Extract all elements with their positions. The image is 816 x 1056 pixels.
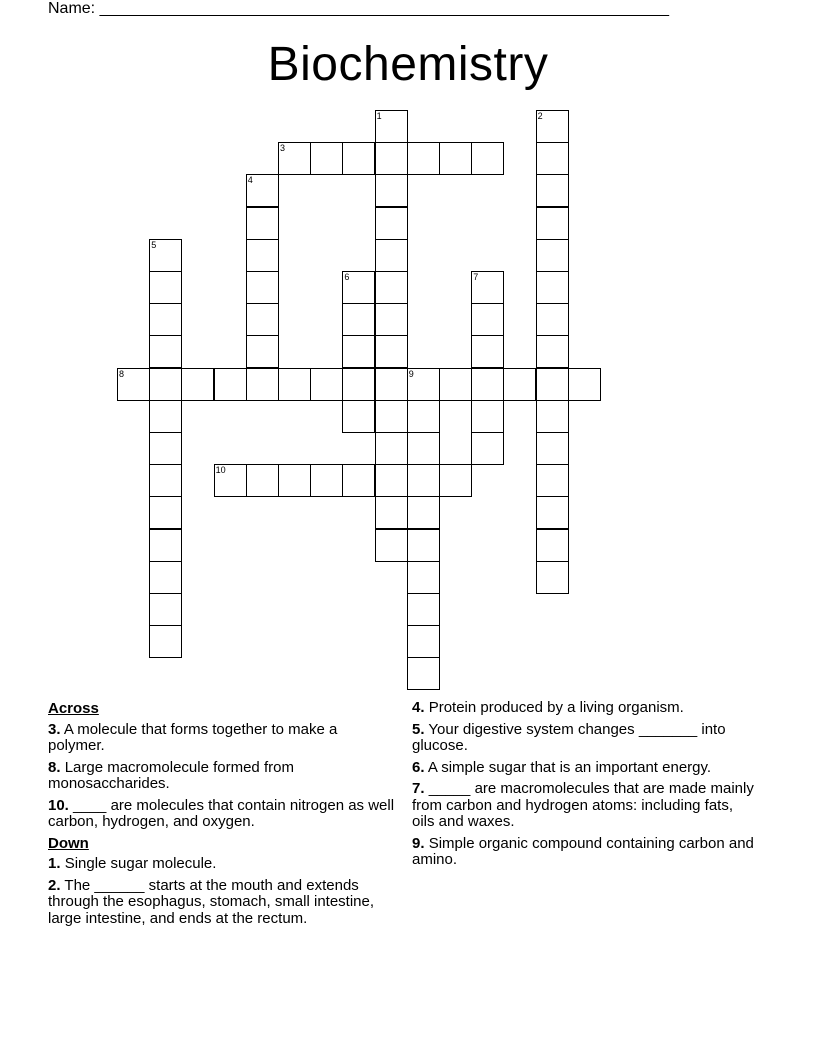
crossword-cell[interactable]: [471, 432, 504, 465]
crossword-cell[interactable]: [246, 207, 279, 240]
crossword-cell[interactable]: [471, 142, 504, 175]
crossword-cell[interactable]: [214, 368, 247, 401]
crossword-cell[interactable]: [246, 303, 279, 336]
clue-text: A molecule that forms together to make a polymer.: [48, 720, 338, 754]
crossword-cell[interactable]: [407, 432, 440, 465]
crossword-cell[interactable]: [246, 464, 279, 497]
crossword-cell[interactable]: [375, 529, 408, 562]
crossword-cell[interactable]: [536, 464, 569, 497]
crossword-cell[interactable]: [149, 303, 182, 336]
crossword-cell[interactable]: [310, 142, 343, 175]
crossword-cell[interactable]: [214, 464, 247, 497]
cell-number: 6: [344, 272, 350, 282]
crossword-cell[interactable]: [375, 496, 408, 529]
crossword-cell[interactable]: [503, 368, 536, 401]
crossword-cell[interactable]: [439, 142, 472, 175]
crossword-cell[interactable]: [310, 368, 343, 401]
cell-number: 7: [473, 272, 479, 282]
cell-number: 3: [280, 143, 286, 154]
down-heading: Down: [48, 834, 89, 852]
crossword-cell[interactable]: [375, 110, 408, 143]
cell-number: 4: [247, 175, 253, 186]
clue-text: Simple organic compound containing carbon and amino.: [412, 834, 754, 868]
crossword-cell[interactable]: [278, 464, 311, 497]
crossword-cell[interactable]: [471, 400, 504, 433]
clue-across-10: [48, 798, 398, 831]
crossword-cell[interactable]: [149, 464, 182, 497]
crossword-cell[interactable]: [407, 529, 440, 562]
crossword-cell[interactable]: [246, 271, 279, 304]
clue-text: Protein produced by a living organism.: [428, 699, 684, 716]
crossword-cell[interactable]: [342, 142, 375, 175]
cell-number: 10: [215, 465, 226, 476]
crossword-cell[interactable]: [536, 207, 569, 240]
crossword-cell[interactable]: [342, 335, 375, 368]
crossword-cell[interactable]: [149, 432, 182, 465]
clue-text: Your digestive system changes _______ into glucose.: [412, 720, 726, 754]
crossword-cell[interactable]: [536, 142, 569, 175]
crossword-cell[interactable]: [246, 368, 279, 401]
crossword-cell[interactable]: [471, 303, 504, 336]
crossword-cell[interactable]: [375, 239, 408, 272]
clue-down-6: [412, 760, 757, 777]
crossword-cell[interactable]: [407, 561, 440, 594]
crossword-cell[interactable]: [149, 335, 182, 368]
crossword-cell[interactable]: [149, 271, 182, 304]
crossword-cell[interactable]: [375, 400, 408, 433]
crossword-cell[interactable]: [375, 174, 408, 207]
crossword-cell[interactable]: [278, 368, 311, 401]
crossword-cell[interactable]: [407, 142, 440, 175]
clue-down-2: [48, 878, 398, 928]
crossword-cell[interactable]: [342, 368, 375, 401]
clue-down-1: [48, 856, 398, 873]
crossword-cell[interactable]: [536, 303, 569, 336]
crossword-cell[interactable]: [407, 657, 440, 690]
crossword-cell[interactable]: [149, 625, 182, 658]
clue-number: 7.: [412, 780, 425, 797]
crossword-cell[interactable]: [568, 368, 601, 401]
page-title: Biochemistry: [267, 38, 549, 91]
crossword-cell[interactable]: [439, 368, 472, 401]
crossword-cell[interactable]: [375, 207, 408, 240]
clue-across-3: [48, 722, 398, 755]
clue-number: 8.: [48, 758, 61, 776]
clue-down-4: [412, 700, 757, 717]
crossword-cell[interactable]: [407, 400, 440, 433]
crossword-cell[interactable]: [536, 496, 569, 529]
crossword-cell[interactable]: [149, 561, 182, 594]
crossword-cell[interactable]: [439, 464, 472, 497]
clue-number: 6.: [412, 758, 425, 776]
crossword-cell[interactable]: [342, 271, 375, 304]
clue-text: Single sugar molecule.: [64, 855, 217, 872]
clue-down-5: [412, 722, 757, 755]
clue-text: A simple sugar that is an important energy.: [427, 758, 712, 776]
crossword-cell[interactable]: [375, 303, 408, 336]
crossword-cell[interactable]: [342, 303, 375, 336]
crossword-cell[interactable]: [536, 400, 569, 433]
across-heading: Across: [48, 700, 99, 717]
clue-down-7: [412, 781, 757, 831]
crossword-cell[interactable]: [536, 239, 569, 272]
crossword-cell[interactable]: [149, 529, 182, 562]
crossword-cell[interactable]: [375, 464, 408, 497]
cell-number: 5: [151, 239, 157, 250]
clue-number: 9.: [412, 834, 425, 852]
crossword-cell[interactable]: [407, 496, 440, 529]
crossword-cell[interactable]: [181, 368, 214, 401]
cell-number: 2: [537, 111, 543, 121]
clue-number: 2.: [48, 876, 61, 894]
clue-number: 5.: [412, 720, 425, 738]
cell-number: 8: [119, 368, 125, 379]
crossword-cell[interactable]: [310, 464, 343, 497]
clue-across-8: [48, 760, 398, 793]
clue-text: _____ are macromolecules that are made mainly from carbon and hydrogen atoms: including fats, oils and waxes.: [412, 780, 754, 830]
cell-number: 1: [376, 111, 382, 121]
clues-column-right: [412, 700, 757, 874]
crossword-cell[interactable]: [246, 335, 279, 368]
crossword-cell[interactable]: [536, 368, 569, 401]
crossword-cell[interactable]: [246, 174, 279, 207]
clue-number: 10.: [48, 796, 69, 814]
crossword-cell[interactable]: [149, 239, 182, 272]
crossword-cell[interactable]: [375, 142, 408, 175]
crossword-cell[interactable]: [117, 368, 150, 401]
crossword-cell[interactable]: [375, 335, 408, 368]
crossword-cell[interactable]: [375, 368, 408, 401]
crossword-cell[interactable]: [536, 110, 569, 143]
crossword-cell[interactable]: [536, 271, 569, 304]
crossword-cell[interactable]: [149, 593, 182, 626]
clues-column-left: [48, 700, 398, 932]
crossword-cell[interactable]: [375, 432, 408, 465]
clue-text: ____ are molecules that contain nitrogen as well carbon, hydrogen, and oxygen.: [48, 796, 395, 830]
crossword-cell[interactable]: [149, 400, 182, 433]
crossword-cell[interactable]: [278, 142, 311, 175]
crossword-cell[interactable]: [536, 529, 569, 562]
clue-number: 1.: [48, 855, 61, 872]
clue-number: 4.: [412, 699, 425, 716]
crossword-cell[interactable]: [471, 368, 504, 401]
crossword-cell[interactable]: [375, 271, 408, 304]
crossword-cell[interactable]: [149, 496, 182, 529]
crossword-cell[interactable]: [471, 271, 504, 304]
crossword-cell[interactable]: [471, 335, 504, 368]
crossword-cell[interactable]: [536, 432, 569, 465]
crossword-cell[interactable]: [407, 625, 440, 658]
crossword-cell[interactable]: [407, 464, 440, 497]
crossword-cell[interactable]: [342, 464, 375, 497]
crossword-cell[interactable]: [246, 239, 279, 272]
cell-number: 9: [408, 368, 414, 379]
crossword-cell[interactable]: [536, 335, 569, 368]
crossword-cell[interactable]: [407, 593, 440, 626]
crossword-cell[interactable]: [536, 174, 569, 207]
name-line: Name: ________________________________________________________________: [48, 0, 670, 17]
crossword-cell[interactable]: [342, 400, 375, 433]
crossword-cell[interactable]: [407, 368, 440, 401]
clue-down-9: [412, 836, 757, 869]
crossword-cell[interactable]: [536, 561, 569, 594]
clue-number: 3.: [48, 720, 61, 738]
crossword-cell[interactable]: [149, 368, 182, 401]
clue-text: Large macromolecule formed from monosaccharides.: [48, 758, 294, 792]
clue-text: The ______ starts at the mouth and extends through the esophagus, stomach, small intestine, large intestine, and ends at the rectum.: [48, 876, 375, 927]
